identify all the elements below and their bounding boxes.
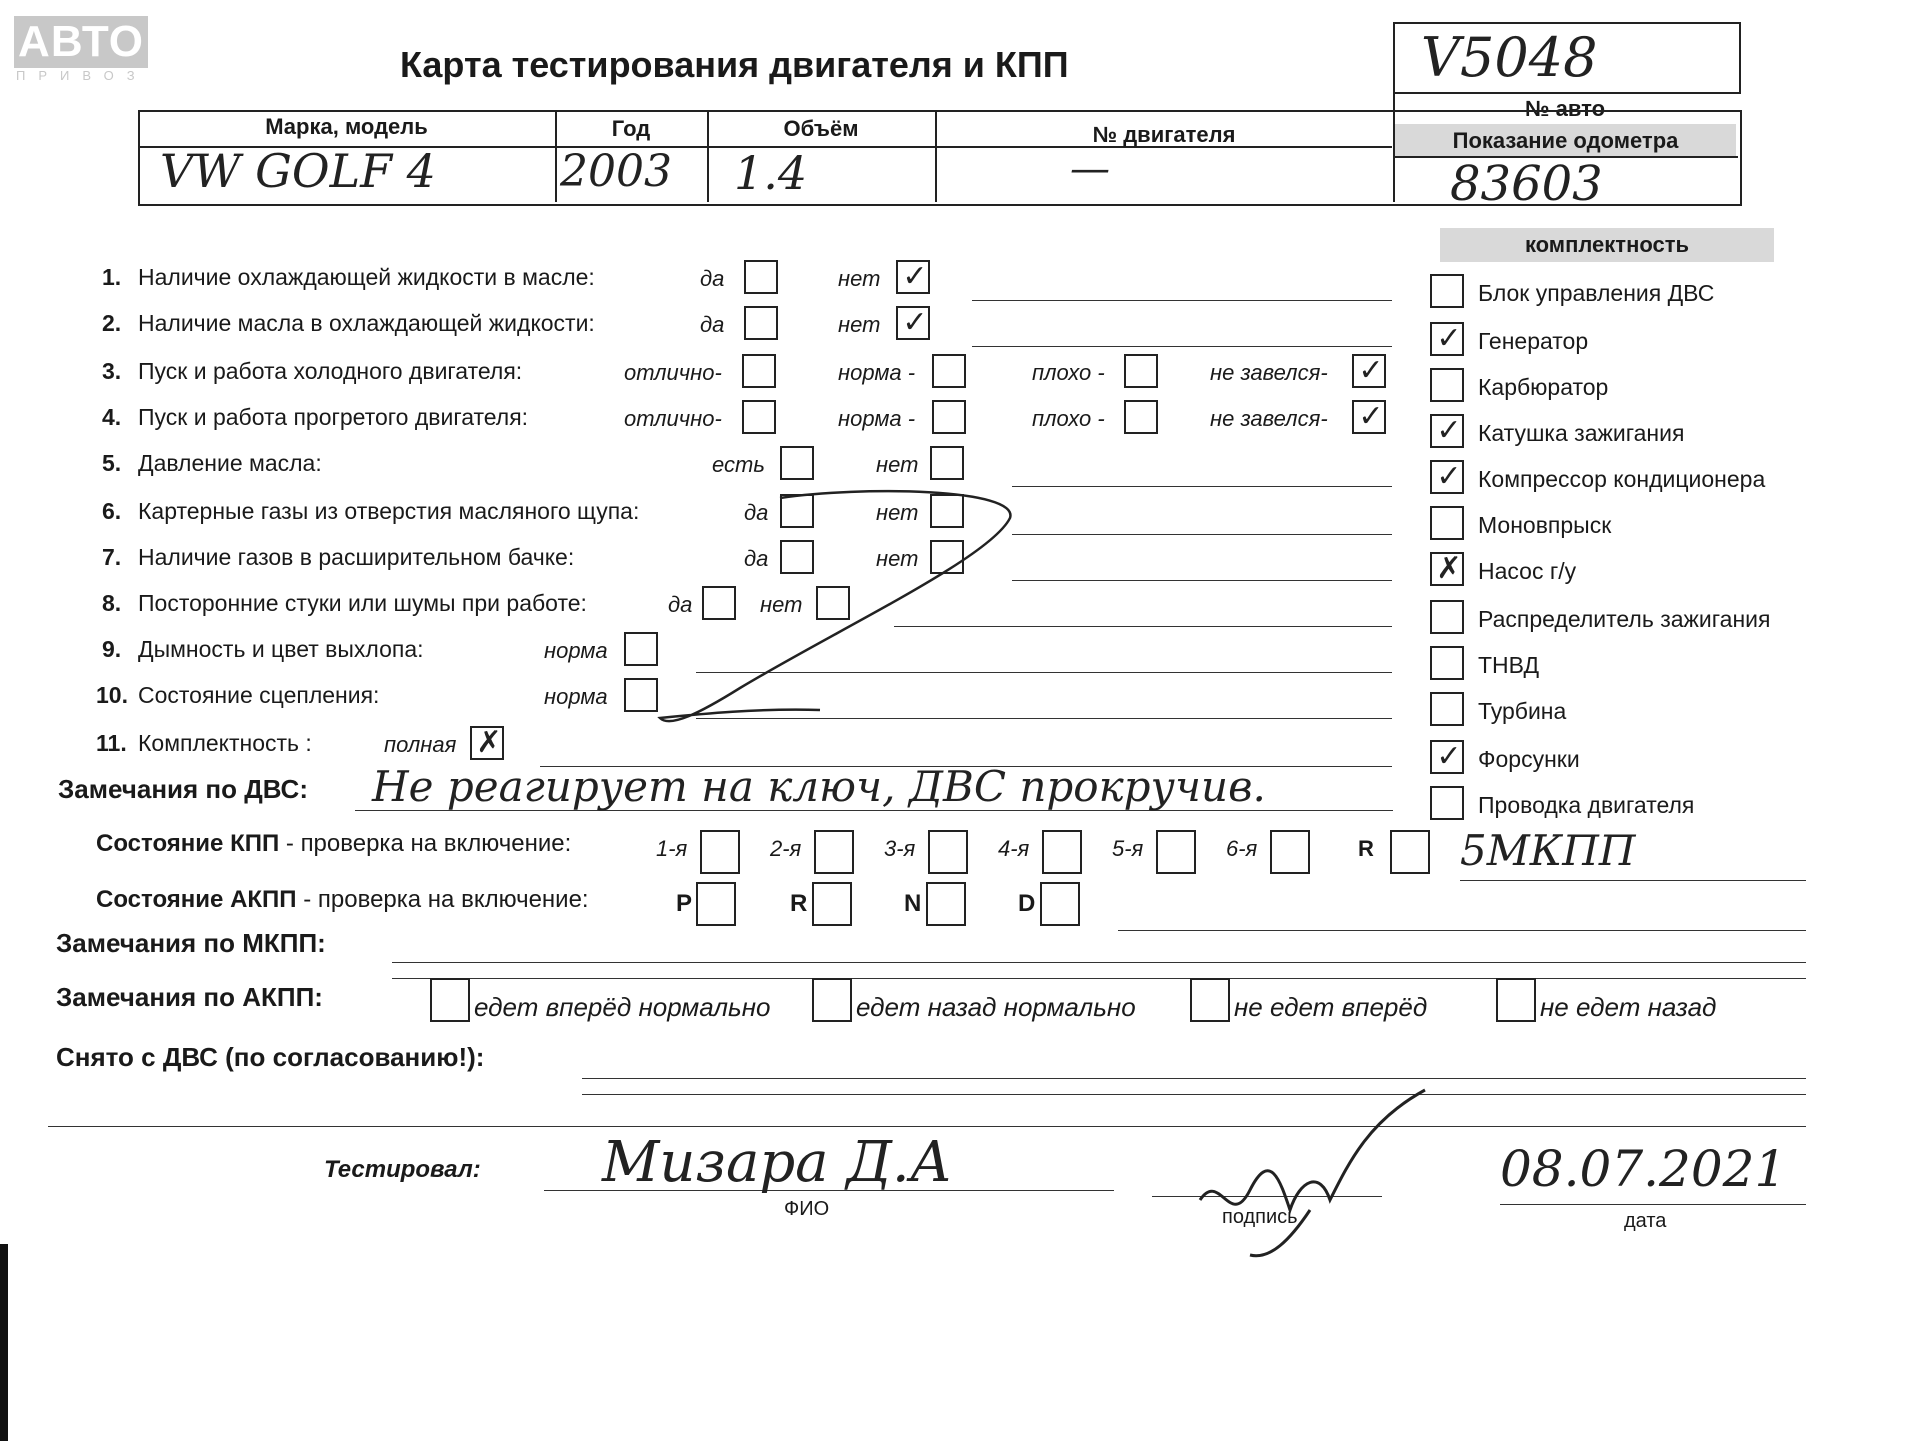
check-note-line — [1012, 580, 1392, 581]
akpp-remark-label: едет вперёд нормально — [474, 992, 771, 1022]
car-number-value: V5048 — [1421, 26, 1598, 89]
check-number: 2. — [102, 310, 122, 336]
kpp-label-bold: Состояние КПП — [96, 830, 280, 857]
remarks-mkpp-label: Замечания по МКПП: — [56, 928, 326, 958]
kit-checkbox[interactable] — [1430, 460, 1464, 494]
check-option-label: отлично- — [624, 360, 722, 385]
kit-checkbox[interactable] — [1430, 692, 1464, 726]
check-option-label: нет — [876, 452, 919, 477]
akpp-label-bold: Состояние АКПП — [96, 886, 297, 913]
kpp-gear-checkbox[interactable] — [1270, 830, 1310, 874]
akpp-remark-checkbox[interactable] — [1190, 978, 1230, 1022]
remarks-dvs-label: Замечания по ДВС: — [58, 774, 308, 804]
make-value: VW GOLF 4 — [160, 144, 436, 198]
kit-checkbox[interactable] — [1430, 274, 1464, 308]
kit-checkbox-mark: ✓ — [1436, 321, 1462, 356]
akpp-remark-label: не едет назад — [1540, 992, 1717, 1022]
check-option-label: норма - — [838, 360, 916, 385]
check-option-label: да — [668, 592, 693, 617]
kit-checkbox[interactable] — [1430, 740, 1464, 774]
check-number: 11. — [96, 730, 127, 756]
kit-item-label: Форсунки — [1478, 746, 1580, 772]
kpp-label-text: - проверка на включение: — [279, 830, 572, 857]
kpp-gear-checkbox[interactable] — [928, 830, 968, 874]
check-option-checkbox[interactable] — [742, 354, 776, 388]
check-option-checkbox[interactable] — [896, 306, 930, 340]
check-number: 3. — [102, 358, 122, 384]
check-option-checkbox[interactable] — [744, 306, 778, 340]
check-option-label: плохо - — [1032, 406, 1105, 431]
kit-checkbox-mark: ✓ — [1436, 413, 1462, 448]
check-label: Состояние сцепления: — [138, 682, 380, 708]
kit-item-label: Карбюратор — [1478, 374, 1609, 400]
check-option-label: норма - — [838, 406, 916, 431]
check-label: Посторонние стуки или шумы при работе: — [138, 590, 587, 616]
header-vline-right — [1393, 22, 1395, 202]
kit-checkbox[interactable] — [1430, 646, 1464, 680]
kit-checkbox[interactable] — [1430, 322, 1464, 356]
akpp-mode-label: N — [904, 890, 922, 917]
kpp-gear-label: 5-я — [1112, 836, 1144, 861]
remarks-akpp-label: Замечания по АКПП: — [56, 982, 323, 1012]
kpp-gear-label: R — [1358, 836, 1374, 861]
tested-label: Тестировал: — [324, 1156, 481, 1183]
check-option-checkbox[interactable] — [932, 354, 966, 388]
kit-item-label: Блок управления ДВС — [1478, 280, 1715, 306]
akpp-remark-label: едет назад нормально — [856, 992, 1136, 1022]
check-number: 1. — [102, 264, 122, 290]
check-option-label: да — [700, 266, 725, 291]
check-number: 7. — [102, 544, 122, 570]
check-label: Наличие газов в расширительном бачке: — [138, 544, 575, 570]
kit-checkbox[interactable] — [1430, 552, 1464, 586]
check-label: Пуск и работа прогретого двигателя: — [138, 404, 529, 430]
check-option-label: норма — [544, 638, 608, 663]
check-option-label: нет — [876, 500, 919, 525]
kit-checkbox[interactable] — [1430, 414, 1464, 448]
kit-item-label: Распределитель зажигания — [1478, 606, 1771, 632]
check-number: 4. — [102, 404, 122, 430]
check-option-mark: ✓ — [902, 305, 928, 340]
kit-item-label: Насос г/у — [1478, 558, 1577, 584]
check-label: Наличие охлаждающей жидкости в масле: — [138, 264, 595, 290]
check-option-checkbox[interactable] — [1124, 354, 1158, 388]
date-line — [1500, 1204, 1806, 1205]
kpp-note-line — [1460, 880, 1806, 881]
akpp-mode-label: R — [790, 890, 808, 917]
check-option-label: нет — [760, 592, 803, 617]
car-number-box — [1393, 22, 1741, 94]
signature — [1180, 1080, 1440, 1270]
check-note-line — [972, 346, 1392, 347]
kpp-gear-label: 2-я — [770, 836, 802, 861]
kpp-label — [96, 830, 571, 858]
logo: АВТО — [14, 16, 148, 68]
kpp-gear-checkbox[interactable] — [700, 830, 740, 874]
check-option-checkbox[interactable] — [470, 726, 504, 760]
akpp-mode-checkbox[interactable] — [812, 882, 852, 926]
check-option-mark: ✓ — [902, 259, 928, 294]
kit-item-label: Проводка двигателя — [1478, 792, 1695, 818]
kpp-gear-label: 6-я — [1226, 836, 1258, 861]
kpp-gear-checkbox[interactable] — [1156, 830, 1196, 874]
kit-item-label: Моновпрыск — [1478, 512, 1612, 538]
akpp-mode-checkbox[interactable] — [696, 882, 736, 926]
check-option-checkbox[interactable] — [1124, 400, 1158, 434]
kit-checkbox-mark: ✓ — [1436, 739, 1462, 774]
check-option-mark: ✓ — [1358, 353, 1384, 388]
check-option-checkbox[interactable] — [742, 400, 776, 434]
odometer-value: 83603 — [1450, 156, 1603, 212]
check-option-label: нет — [876, 546, 919, 571]
engine-value: — — [1070, 146, 1110, 192]
check-option-label: норма — [544, 684, 608, 709]
kit-item-label: Генератор — [1478, 328, 1589, 354]
kpp-gear-label: 1-я — [656, 836, 688, 861]
check-note-line — [972, 300, 1392, 301]
check-option-label: нет — [838, 266, 881, 291]
check-option-checkbox[interactable] — [744, 260, 778, 294]
strike-through-scribble — [640, 488, 1060, 748]
kpp-note: 5МКПП — [1460, 826, 1636, 875]
removed-line — [582, 1078, 1806, 1079]
year-label: Год — [611, 116, 651, 141]
name-caption: ФИО — [784, 1198, 830, 1220]
check-number: 9. — [102, 636, 122, 662]
check-option-mark: ✗ — [476, 725, 502, 760]
check-label: Давление масла: — [138, 450, 322, 476]
check-number: 10. — [96, 682, 128, 708]
check-option-checkbox[interactable] — [896, 260, 930, 294]
check-option-label: не завелся- — [1210, 360, 1328, 385]
removed-label: Снято с ДВС (по согласованию!): — [56, 1042, 485, 1072]
kit-checkbox[interactable] — [1430, 600, 1464, 634]
akpp-remark-checkbox[interactable] — [1496, 978, 1536, 1022]
akpp-remark-checkbox[interactable] — [812, 978, 852, 1022]
check-label: Дымность и цвет выхлопа: — [138, 636, 424, 662]
check-label: Наличие масла в охлаждающей жидкости: — [138, 310, 595, 336]
check-option-label: да — [744, 546, 769, 571]
kit-checkbox-mark: ✗ — [1436, 551, 1462, 586]
remarks-dvs-value: Не реагирует на ключ, ДВС прокручив. — [372, 762, 1266, 811]
akpp-remark-checkbox[interactable] — [430, 978, 470, 1022]
check-option-label: да — [700, 312, 725, 337]
akpp-label — [96, 886, 589, 914]
make-label: Марка, модель — [265, 114, 428, 139]
akpp-mode-label: P — [676, 890, 693, 917]
check-option-label: есть — [712, 452, 765, 477]
check-option-label: нет — [838, 312, 881, 337]
kit-item-label: Компрессор кондиционера — [1478, 466, 1766, 492]
check-label: Картерные газы из отверстия масляного щупа: — [138, 498, 640, 524]
check-number: 8. — [102, 590, 122, 616]
car-number-label: № авто — [1524, 96, 1606, 121]
akpp-mode-label: D — [1018, 890, 1036, 917]
check-option-checkbox[interactable] — [780, 446, 814, 480]
check-option-label: не завелся- — [1210, 406, 1328, 431]
akpp-label-text: - проверка на включение: — [296, 886, 589, 913]
kpp-gear-checkbox[interactable] — [814, 830, 854, 874]
akpp-line — [1118, 930, 1806, 931]
check-option-checkbox[interactable] — [1352, 400, 1386, 434]
check-label: Комплектность : — [138, 730, 312, 756]
check-note-line — [1012, 534, 1392, 535]
kit-checkbox[interactable] — [1430, 506, 1464, 540]
scan-edge-mark — [0, 1244, 8, 1441]
separator-line — [48, 1126, 1806, 1127]
odometer-label: Показание одометра — [1452, 128, 1679, 153]
check-option-label: да — [744, 500, 769, 525]
kpp-gear-checkbox[interactable] — [1390, 830, 1430, 874]
akpp-mode-checkbox[interactable] — [1040, 882, 1080, 926]
kpp-gear-checkbox[interactable] — [1042, 830, 1082, 874]
logo-subtitle: ПРИВОЗ — [16, 68, 148, 83]
remarks-mkpp-line-2 — [392, 978, 1806, 979]
year-value: 2003 — [560, 146, 672, 197]
kit-item-label: ТНВД — [1478, 652, 1540, 678]
check-option-label: полная — [384, 732, 457, 757]
kit-item-label: Катушка зажигания — [1478, 420, 1685, 446]
volume-label: Объём — [783, 116, 859, 141]
completeness-title: комплектность — [1524, 232, 1690, 257]
check-option-label: плохо - — [1032, 360, 1105, 385]
check-option-checkbox[interactable] — [930, 446, 964, 480]
check-option-mark: ✓ — [1358, 399, 1384, 434]
check-label: Пуск и работа холодного двигателя: — [138, 358, 523, 384]
kit-checkbox[interactable] — [1430, 368, 1464, 402]
kpp-gear-label: 4-я — [998, 836, 1030, 861]
akpp-mode-checkbox[interactable] — [926, 882, 966, 926]
check-number: 6. — [102, 498, 122, 524]
engine-label: № двигателя — [1092, 122, 1236, 147]
check-note-line — [1012, 486, 1392, 487]
kpp-gear-label: 3-я — [884, 836, 916, 861]
volume-value: 1.4 — [734, 146, 808, 200]
check-option-checkbox[interactable] — [932, 400, 966, 434]
remarks-mkpp-line — [392, 962, 1806, 963]
akpp-remark-label: не едет вперёд — [1234, 992, 1428, 1022]
signature-caption: подпись — [1222, 1206, 1298, 1228]
tested-date: 08.07.2021 — [1500, 1140, 1787, 1198]
check-option-label: отлично- — [624, 406, 722, 431]
kit-item-label: Турбина — [1478, 698, 1567, 724]
date-caption: дата — [1624, 1210, 1667, 1232]
check-option-checkbox[interactable] — [1352, 354, 1386, 388]
tested-name: Мизара Д.А — [602, 1130, 953, 1195]
page-title: Карта тестирования двигателя и КПП — [400, 44, 1069, 85]
kit-checkbox-mark: ✓ — [1436, 459, 1462, 494]
check-number: 5. — [102, 450, 122, 476]
kit-checkbox[interactable] — [1430, 786, 1464, 820]
